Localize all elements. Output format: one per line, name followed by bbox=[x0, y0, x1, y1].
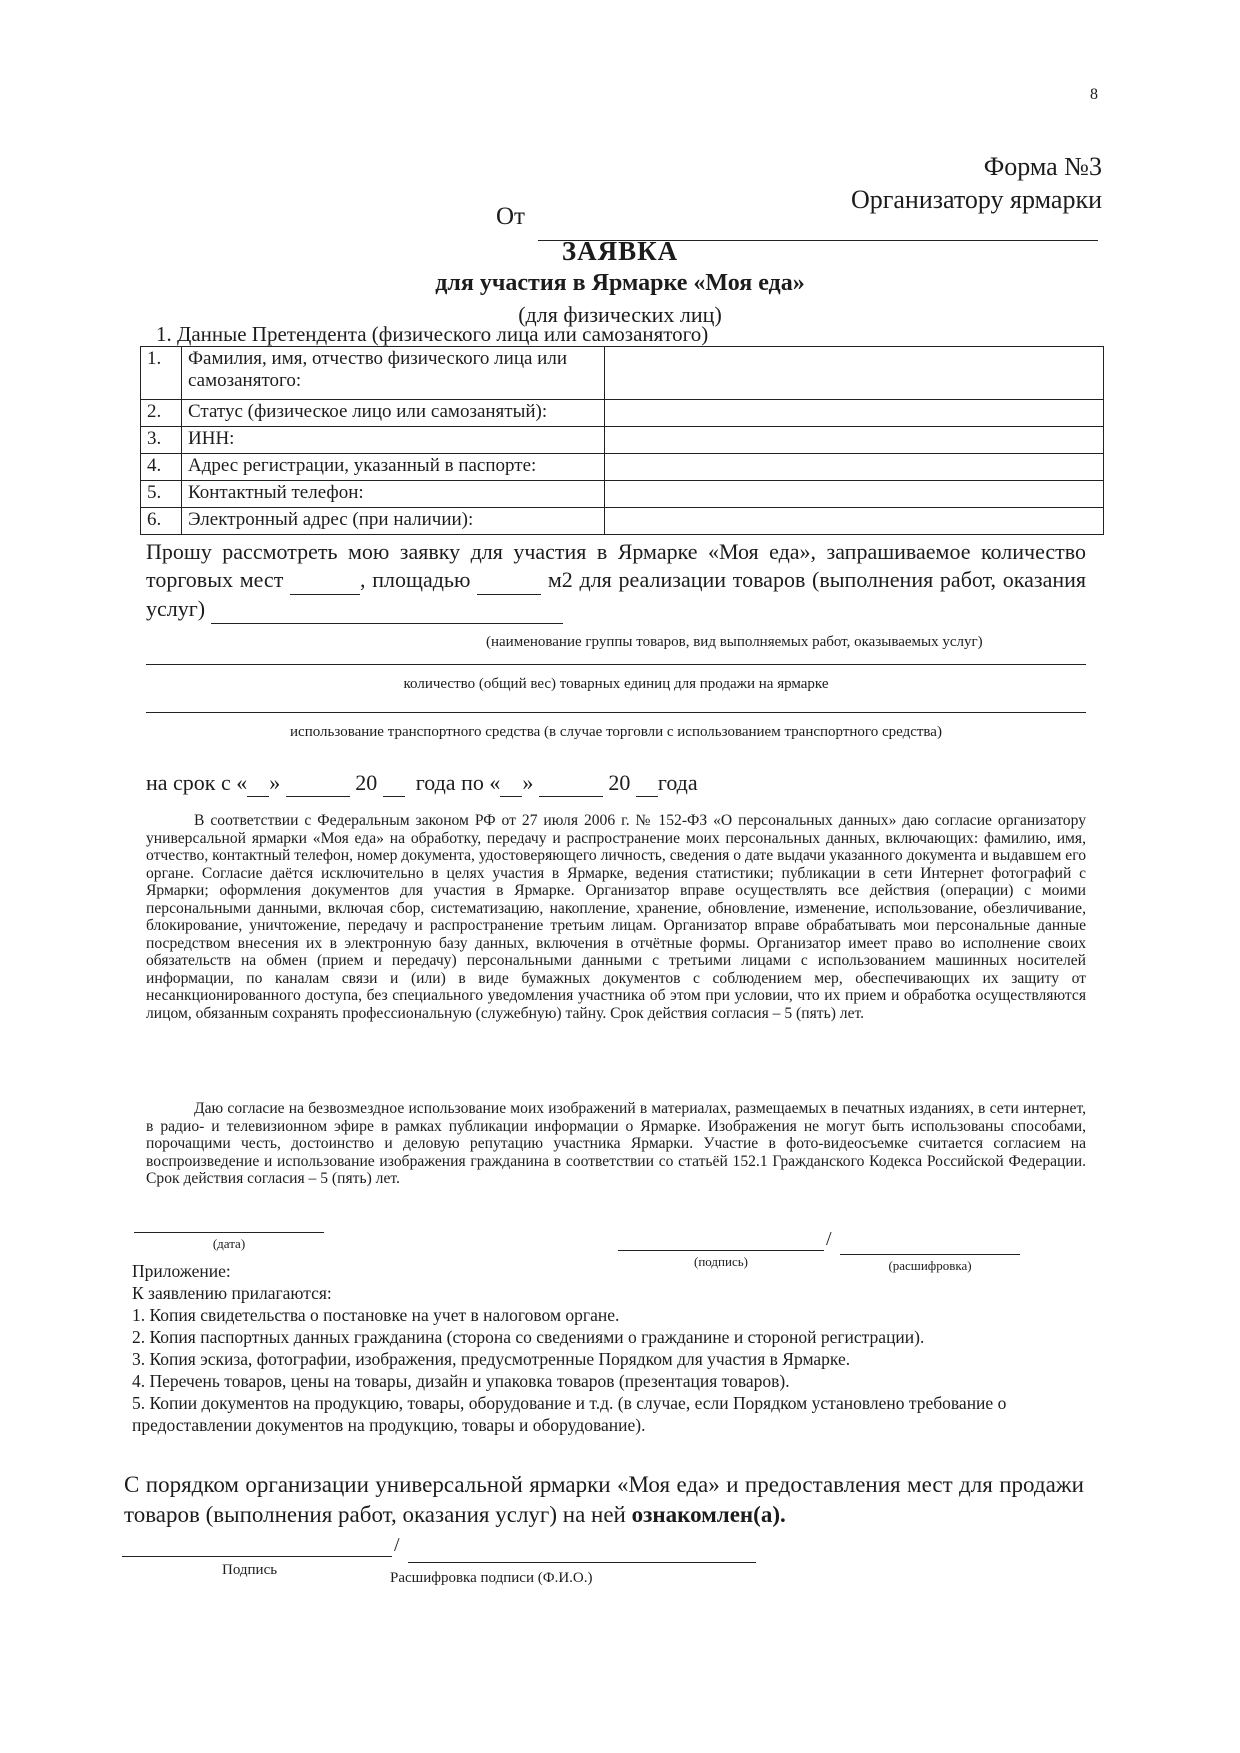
attachment-item: 4. Перечень товаров, цены на товары, дизайн и упаковка товаров (презентация товаров). bbox=[132, 1371, 790, 1391]
row-value-field[interactable] bbox=[605, 347, 1104, 400]
term-suffix: года bbox=[657, 770, 698, 795]
attachments-heading: Приложение: bbox=[132, 1261, 231, 1281]
term-year2: 20 bbox=[608, 770, 631, 795]
signature-caption: (подпись) bbox=[694, 1254, 748, 1269]
attachment-item: 2. Копия паспортных данных гражданина (сторона со сведениями о гражданине и стороной регистрации). bbox=[132, 1327, 925, 1347]
row-label: Контактный телефон: bbox=[182, 481, 605, 508]
attachment-item: 1. Копия свидетельства о постановке на учет в налоговом органе. bbox=[132, 1305, 620, 1325]
caption-quantity: количество (общий вес) товарных единиц для продажи на ярмарке bbox=[403, 676, 829, 692]
row-value-field[interactable] bbox=[605, 454, 1104, 481]
signature-field-line[interactable] bbox=[618, 1250, 824, 1251]
section-heading-applicant-data: 1. Данные Претендента (физического лица или самозанятого) bbox=[156, 322, 709, 346]
decoding-caption: (расшифровка) bbox=[888, 1258, 972, 1273]
form-number: Форма №3 bbox=[983, 152, 1102, 181]
end-day-field[interactable] bbox=[500, 770, 522, 797]
ack-decoding-caption: Расшифровка подписи (Ф.И.О.) bbox=[390, 1570, 593, 1586]
end-year-field[interactable] bbox=[636, 770, 658, 797]
attachments-intro: К заявлению прилагаются: bbox=[132, 1283, 332, 1303]
start-month-field[interactable] bbox=[286, 770, 350, 797]
attachment-item: 3. Копия эскиза, фотографии, изображения, предусмотренные Порядком для участия в Ярмарке. bbox=[132, 1349, 851, 1369]
table-row bbox=[141, 347, 1104, 400]
date-field-line[interactable] bbox=[134, 1232, 324, 1233]
quantity-field-line[interactable] bbox=[146, 664, 1086, 665]
table-row bbox=[141, 427, 1104, 454]
places-count-field[interactable] bbox=[290, 566, 360, 595]
acknowledgement-text: С порядком организации универсальной ярмарки «Моя еда» и предоставления мест для продажи товаров (выполнения работ, оказания услуг) на ней bbox=[124, 1472, 1084, 1527]
transport-field-line[interactable] bbox=[146, 712, 1086, 713]
signature-slash: / bbox=[826, 1228, 832, 1250]
addressee: Организатору ярмарки bbox=[850, 185, 1102, 214]
page-number: 8 bbox=[1090, 86, 1098, 103]
row-number: 2. bbox=[141, 400, 182, 427]
decoding-field-line[interactable] bbox=[840, 1254, 1020, 1255]
attachment-item: 5. Копии документов на продукцию, товары, оборудование и т.д. (в случае, если Порядком установлено требование о предоставлении документов на продукцию, товары и оборудование). bbox=[132, 1393, 1007, 1435]
start-year-field[interactable] bbox=[383, 770, 405, 797]
request-text-part1: Прошу рассмотреть мою заявку для участия в Ярмарке «Моя еда», запрашиваемое количество торговых мест bbox=[146, 539, 1086, 592]
term-line bbox=[146, 770, 698, 797]
table-row bbox=[141, 508, 1104, 535]
from-label: От bbox=[496, 203, 525, 230]
area-field[interactable] bbox=[477, 566, 541, 595]
table-row bbox=[141, 481, 1104, 508]
date-caption: (дата) bbox=[212, 1236, 246, 1251]
row-label: Адрес регистрации, указанный в паспорте: bbox=[182, 454, 605, 481]
request-text-part3: м2 для реализации товаров (выполнения работ, оказания услуг) bbox=[146, 567, 1087, 621]
term-year1: 20 bbox=[355, 770, 378, 795]
row-value-field[interactable] bbox=[605, 481, 1104, 508]
row-value-field[interactable] bbox=[605, 427, 1104, 454]
row-label: Электронный адрес (при наличии): bbox=[182, 508, 605, 535]
request-paragraph bbox=[146, 538, 1086, 624]
term-prefix: на срок с « bbox=[146, 770, 248, 795]
applicant-data-table bbox=[140, 346, 1104, 535]
caption-transport: использование транспортного средства (в случае торговли с использованием транспортного средства) bbox=[290, 724, 942, 740]
table-row bbox=[141, 400, 1104, 427]
row-value-field[interactable] bbox=[605, 508, 1104, 535]
row-number: 1. bbox=[141, 347, 182, 400]
consent-images bbox=[146, 1100, 1086, 1188]
acknowledgement-bold: ознакомлен(а). bbox=[631, 1502, 786, 1527]
term-mid: года по « bbox=[415, 770, 501, 795]
start-day-field[interactable] bbox=[247, 770, 269, 797]
document-title: ЗАЯВКА bbox=[561, 236, 679, 266]
term-quote2: » bbox=[522, 770, 534, 795]
ack-signature-field-line[interactable] bbox=[122, 1556, 392, 1557]
row-number: 6. bbox=[141, 508, 182, 535]
row-label: ИНН: bbox=[182, 427, 605, 454]
row-number: 4. bbox=[141, 454, 182, 481]
ack-signature-caption: Подпись bbox=[222, 1562, 278, 1578]
table-row bbox=[141, 454, 1104, 481]
goods-field[interactable] bbox=[211, 595, 563, 624]
request-text-part2: , площадью bbox=[360, 567, 471, 592]
consent-personal-data-text: В соответствии с Федеральным законом РФ от 27 июля 2006 г. № 152-ФЗ «О персональных данных» даю согласие организатору универсальной ярмарки «Моя еда» на обработку, передачу и распространение моих персональных данных, включающих: фамилию, имя, отчество, контактный телефон, номер документа, удостоверяющего личность, сведения о дате выдачи указанного документа и выдавшем его органе. Согласие даётся исключительно в целях участия в Ярмарке, ведения статистики; публикации в сети Интернет фотографий с Ярмарки; оформления документов для участия в Ярмарке. Организатор вправе осуществлять все действия (операции) с моими персональными данными, включая сбор, систематизацию, накопление, хранение, обновление, изменение, использование, обезличивание, блокирование, уничтожение, передачу и распространение третьим лицам. Организатор вправе обрабатывать мои персональные данные посредством внесения их в электронную базу данных, включения в отчётные формы. Организатор имеет право во исполнение своих обязательств на обмен (прием и передачу) персональными данными с третьими лицами с использованием машинных носителей информации, по каналам связи и (или) в виде бумажных документов с соблюдением мер, обеспечивающих их защиту от несанкционированного доступа, без специального уведомления участника об этом при условии, что их прием и обработка осуществляются лицом, обязанным сохранять профессиональную (служебную) тайну. Срок действия согласия – 5 (пять) лет. bbox=[146, 812, 1086, 1022]
row-label: Фамилия, имя, отчество физического лица или самозанятого: bbox=[182, 347, 605, 400]
acknowledgement-paragraph bbox=[124, 1470, 1084, 1530]
row-number: 3. bbox=[141, 427, 182, 454]
consent-personal-data bbox=[146, 812, 1086, 1022]
row-number: 5. bbox=[141, 481, 182, 508]
document-subtitle: для участия в Ярмарке «Моя еда» bbox=[435, 270, 805, 296]
end-month-field[interactable] bbox=[539, 770, 603, 797]
caption-goods: (наименование группы товаров, вид выполняемых работ, оказываемых услуг) bbox=[486, 634, 983, 650]
attachments-section bbox=[132, 1260, 1092, 1436]
document-subtitle-note: (для физических лиц) bbox=[518, 302, 722, 327]
ack-decoding-field-line[interactable] bbox=[408, 1562, 756, 1563]
ack-signature-slash: / bbox=[394, 1534, 400, 1556]
row-value-field[interactable] bbox=[605, 400, 1104, 427]
term-quote1: » bbox=[269, 770, 281, 795]
consent-images-text: Даю согласие на безвозмездное использование моих изображений в материалах, размещаемых в печатных изданиях, в сети интернет, в радио- и телевизионном эфире в рамках публикации информации о Ярмарке. Изображения не могут быть использованы способами, порочащими честь, достоинство и деловую репутацию участника Ярмарки. Участие в фото-видеосъемке считается согласием на воспроизведение и использование изображения гражданина в соответствии со статьёй 152.1 Гражданского Кодекса Российской Федерации. Срок действия согласия – 5 (пять) лет. bbox=[146, 1100, 1086, 1187]
row-label: Статус (физическое лицо или самозанятый): bbox=[182, 400, 605, 427]
